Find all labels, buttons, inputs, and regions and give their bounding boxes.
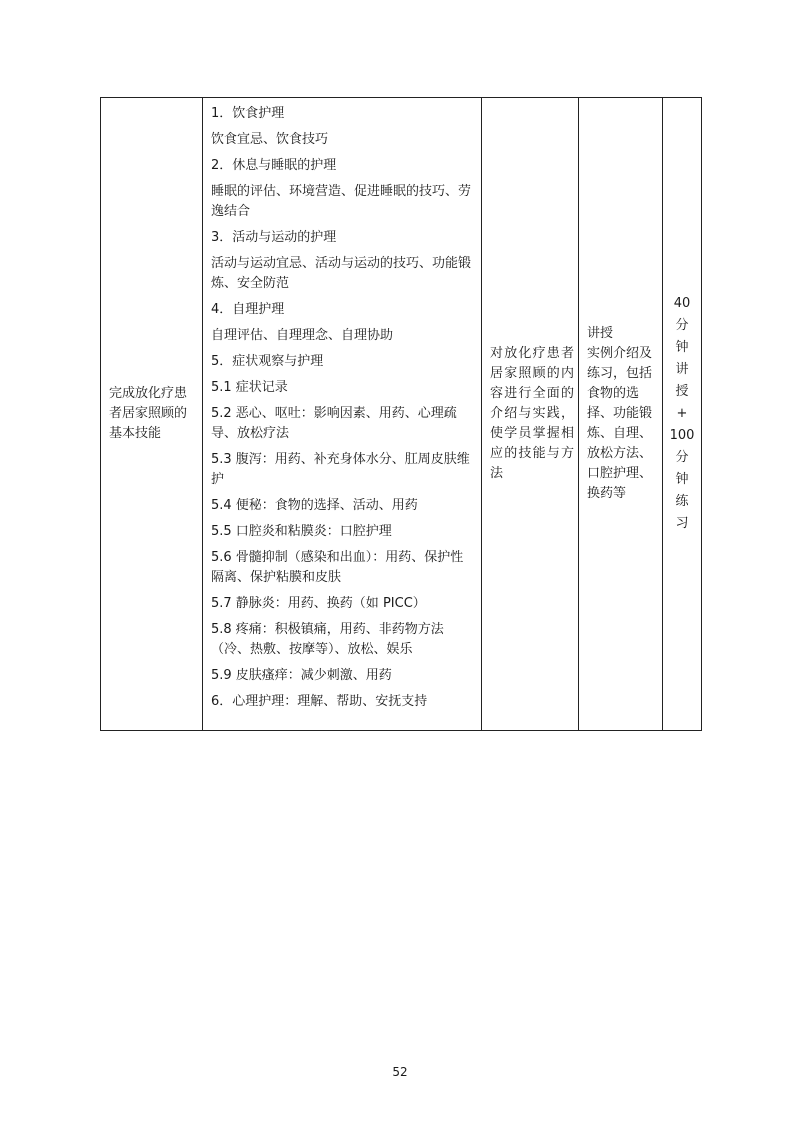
content-item: 5.2 恶心、呕吐：影响因素、用药、心理疏导、放松疗法 (211, 406, 457, 441)
content-item: 5.5 口腔炎和粘膜炎：口腔护理 (211, 524, 392, 539)
content-item: 活动与运动宜忌、活动与运动的技巧、功能锻炼、安全防范 (211, 256, 472, 291)
content-item: 睡眠的评估、环境营造、促进睡眠的技巧、劳逸结合 (211, 184, 472, 219)
content-item: 5.7 静脉炎：用药、换药（如 PICC） (211, 596, 426, 611)
course-table (100, 97, 702, 731)
content-item: 5．症状观察与护理 (211, 354, 324, 369)
content-item: 5.1 症状记录 (211, 380, 288, 395)
goal-cell (482, 98, 579, 731)
skill-text: 完成放化疗患者居家照顾的基本技能 (109, 386, 188, 441)
content-item: 2．休息与睡眠的护理 (211, 158, 337, 173)
time-line: 钟 (675, 472, 689, 487)
time-line: + (676, 406, 688, 421)
time-line: 100 (669, 428, 695, 443)
time-line: 习 (675, 516, 689, 531)
time-line: 分 (675, 318, 689, 333)
content-item: 自理评估、自理理念、自理协助 (211, 328, 394, 343)
content-item: 5.4 便秘：食物的选择、活动、用药 (211, 498, 418, 513)
content-item: 5.6 骨髓抑制（感染和出血）：用药、保护性隔离、保护粘膜和皮肤 (211, 550, 464, 585)
time-cell (663, 98, 702, 731)
content-item: 5.9 皮肤瘙痒：减少刺激、用药 (211, 668, 392, 683)
page-number: 52 (392, 1065, 408, 1079)
content-item: 4．自理护理 (211, 302, 285, 317)
content-item: 3．活动与运动的护理 (211, 230, 337, 245)
goal-text: 对放化疗患者居家照顾的内容进行全面的介绍与实践，使学员掌握相应的技能与方法 (490, 346, 574, 481)
time-line: 授 (675, 384, 689, 399)
time-line: 分 (675, 450, 689, 465)
skill-cell (101, 98, 203, 731)
time-line: 练 (675, 494, 689, 509)
method-detail: 实例介绍及练习，包括食物的选择、功能锻炼、自理、放松方法、口腔护理、换药等 (587, 346, 653, 501)
time-line: 讲 (675, 362, 689, 377)
content-item: 5.8 疼痛：积极镇痛，用药、非药物方法（冷、热敷、按摩等）、放松、娱乐 (211, 622, 444, 657)
content-item: 5.3 腹泻：用药、补充身体水分、肛周皮肤维护 (211, 452, 470, 487)
content-cell (203, 98, 482, 731)
content-item: 6．心理护理：理解、帮助、安抚支持 (211, 694, 428, 709)
content-item: 饮食宜忌、饮食技巧 (211, 132, 329, 147)
time-line: 钟 (675, 340, 689, 355)
content-item: 1．饮食护理 (211, 106, 285, 121)
method-cell (579, 98, 663, 731)
time-line: 40 (673, 296, 691, 311)
table-row (101, 98, 702, 731)
method-title: 讲授 (587, 326, 614, 341)
